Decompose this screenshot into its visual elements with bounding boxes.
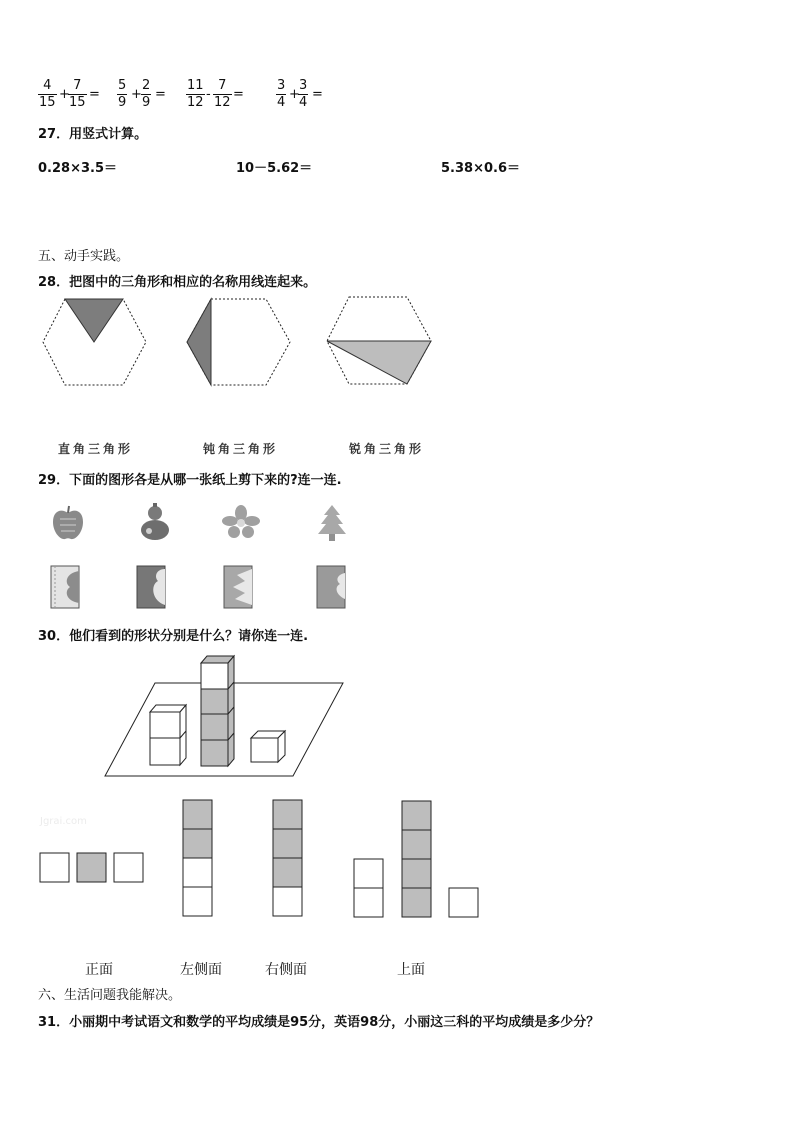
equals-sign: = <box>312 87 323 102</box>
calc-item: 0.28×3.5＝ <box>38 161 117 176</box>
folded-paper-icon <box>223 565 253 609</box>
shaded-right-triangle <box>65 299 123 342</box>
fraction: $\frac{5}{9}$ <box>118 78 127 110</box>
block-scene <box>100 655 350 780</box>
fraction: $\frac{3}{4}$ <box>299 78 308 110</box>
hexagon-figure-1 <box>40 298 148 388</box>
view-label-top: 上面 <box>397 962 425 978</box>
folded-paper-icon <box>50 565 80 609</box>
view-option-front <box>39 852 145 884</box>
fraction: $\frac{11}{12}$ <box>187 78 204 110</box>
apple-icon <box>51 505 85 541</box>
hexagon-figure-2 <box>184 298 292 388</box>
tree-icon <box>317 505 347 541</box>
question-31-title: 31．小丽期中考试语文和数学的平均成绩是95分，英语98分，小丽这三科的平均成绩是多少分？ <box>38 1015 600 1030</box>
folded-paper-icon <box>136 565 166 609</box>
view-label-front: 正面 <box>85 962 113 978</box>
triangle-label-acute: 锐角三角形 <box>349 442 425 456</box>
operator: + <box>131 87 142 102</box>
triangle-label-right: 直角三角形 <box>58 442 134 456</box>
fraction: $\frac{7}{12}$ <box>214 78 231 110</box>
watermark: Jgrai.com <box>40 816 87 827</box>
fraction: $\frac{3}{4}$ <box>277 78 286 110</box>
equals-sign: = <box>89 87 100 102</box>
view-option-tall-1 <box>182 799 214 919</box>
hexagon-figure-3 <box>325 296 435 388</box>
gourd-icon <box>139 503 171 541</box>
fraction: $\frac{7}{15}$ <box>69 78 86 110</box>
operator: + <box>289 87 300 102</box>
equals-sign: = <box>155 87 166 102</box>
folded-paper-icon <box>316 565 346 609</box>
shaded-acute-triangle <box>327 341 431 384</box>
flower-icon <box>223 505 259 539</box>
section-5-heading: 五、动手实践。 <box>38 249 130 264</box>
operator: - <box>206 87 211 102</box>
shaded-obtuse-triangle <box>187 299 211 385</box>
operator: + <box>59 87 70 102</box>
view-label-left: 左侧面 <box>180 962 222 978</box>
question-28-title: 28．把图中的三角形和相应的名称用线连起来。 <box>38 275 317 290</box>
calc-item: 5.38×0.6＝ <box>441 161 520 176</box>
view-label-right: 右侧面 <box>265 962 307 978</box>
triangle-label-obtuse: 钝角三角形 <box>203 442 279 456</box>
question-30-title: 30．他们看到的形状分别是什么？请你连一连. <box>38 629 309 644</box>
view-option-top <box>353 800 481 920</box>
section-6-heading: 六、生活问题我能解决。 <box>38 988 182 1003</box>
calc-item: 10－5.62＝ <box>236 161 313 176</box>
question-29-title: 29．下面的图形各是从哪一张纸上剪下来的?连一连. <box>38 473 342 488</box>
equals-sign: = <box>233 87 244 102</box>
fraction: $\frac{4}{15}$ <box>39 78 56 110</box>
question-27-title: 27．用竖式计算。 <box>38 127 148 142</box>
fraction: $\frac{2}{9}$ <box>142 78 151 110</box>
view-option-tall-2 <box>272 799 304 919</box>
